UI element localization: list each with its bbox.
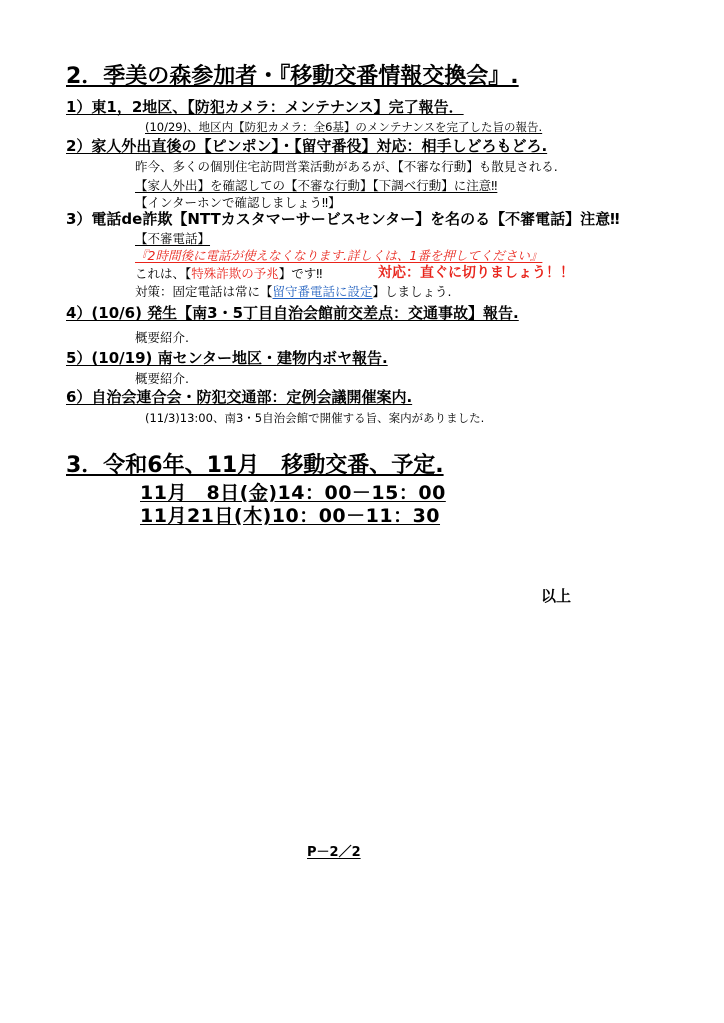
sign-prefix: これは、【 <box>135 266 192 281</box>
section-2-title: 2．季美の森参加者・『移動交番情報交換会』. <box>66 64 519 89</box>
section-3-title: 3．令和6年、11月 移動交番、予定. <box>66 453 444 478</box>
item-2-line-3: 【インターホンで確認しましょう‼】 <box>135 195 341 210</box>
item-3-sign-line <box>135 268 322 281</box>
item-5-heading: 5）(10/19) 南センター地区・建物内ボヤ報告. <box>66 349 388 367</box>
page-number: P－2／2 <box>307 845 361 860</box>
item-3-response: 対応：直ぐに切りましょう！！ <box>378 265 574 281</box>
item-1-line-1: (10/29)、地区内【防犯カメラ：全6基】のメンテナンスを完了した旨の報告. <box>145 120 543 134</box>
sign-highlight: 特殊詐欺の予兆 <box>191 266 279 281</box>
item-3-quote: 『2時間後に電話が使えなくなります.詳しくは、1番を押してください』 <box>135 248 543 263</box>
item-1-heading: 1）東1，2地区、【防犯カメラ：メンテナンス】完了報告． <box>66 98 464 116</box>
closing-text: 以上 <box>541 587 572 605</box>
item-3-heading: 3）電話de詐欺【NTTカスタマーサービスセンター】を名のる【不審電話】注意‼ <box>66 210 620 228</box>
item-4-line-1: 概要紹介. <box>135 330 189 345</box>
item-3-measure-line <box>135 286 452 299</box>
item-6-line-1: (11/3)13:00、南3・5自治会館で開催する旨、案内がありました. <box>145 411 485 425</box>
measure-highlight: 留守番電話に設定 <box>272 284 373 299</box>
schedule-date-2: 11月21日(木)10：00－11：30 <box>140 505 441 527</box>
item-3-fushin-label: 【不審電話】 <box>135 231 211 246</box>
item-5-line-1: 概要紹介. <box>135 371 189 386</box>
item-4-heading: 4）(10/6) 発生【南3・5丁目自治会館前交差点：交通事故】報告. <box>66 304 519 322</box>
measure-suffix: 】しましょう. <box>372 284 452 299</box>
measure-prefix: 対策：固定電話は常に【 <box>135 284 273 299</box>
item-2-line-1: 昨今、多くの個別住宅訪問営業活動があるが、【不審な行動】も散見される. <box>135 159 558 174</box>
item-2-heading: 2）家人外出直後の【ピンポン】・【留守番役】対応：相手しどろもどろ. <box>66 137 548 155</box>
sign-suffix: 】です‼ <box>278 266 323 281</box>
item-6-heading: 6）自治会連合会・防犯交通部：定例会議開催案内. <box>66 388 413 406</box>
schedule-date-1: 11月 8日(金)14：00－15：00 <box>140 482 446 504</box>
item-2-line-2: 【家人外出】を確認しての【不審な行動】【下調べ行動】に注意‼ <box>135 178 498 193</box>
